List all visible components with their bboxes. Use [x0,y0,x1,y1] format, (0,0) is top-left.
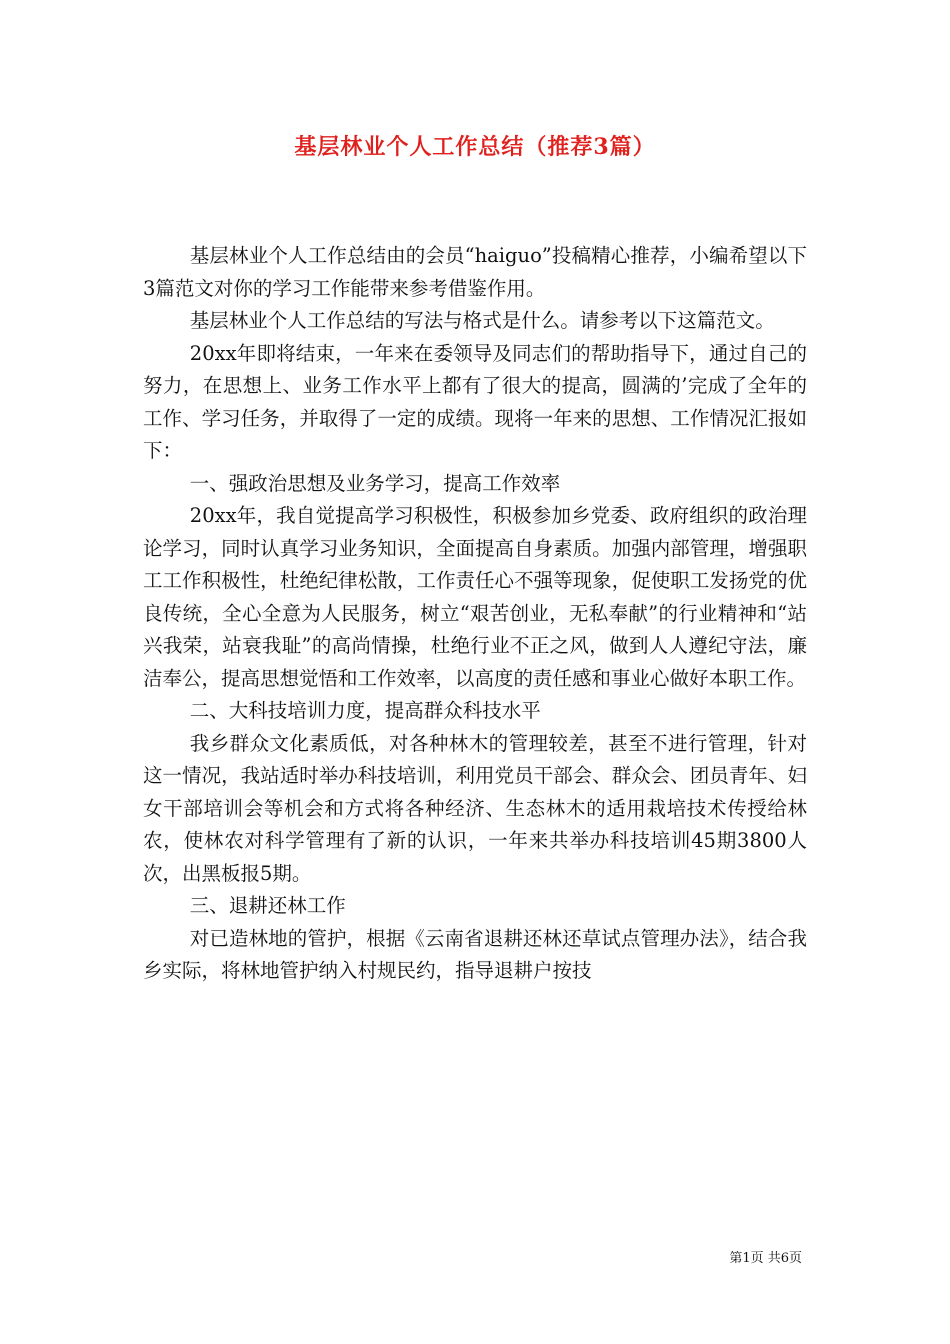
paragraph-section-3: 对已造林地的管护，根据《云南省退耕还林还草试点管理办法》，结合我乡实际，将林地管护纳入村规民约，指导退耕户按技 [143,926,807,982]
paragraph-section-2: 我乡群众文化素质低，对各种林木的管理较差，甚至不进行管理，针对这一情况，我站适时举办科技培训，利用党员干部会、群众会、团员青年、妇女干部培训会等机会和方式将各种经济、生态林木的适用栽培技术传授给林农，使林农对科学管理有了新的认识，一年来共举办科技培训45期3800人次，出黑板报5期。 [143,731,807,885]
section-heading-1: 一、强政治思想及业务学习，提高工作效率 [189,471,561,495]
section-heading-3: 三、退耕还林工作 [189,894,346,917]
page-number-footer: 第1页 共6页 [729,1251,802,1266]
document-title: 基层林业个人工作总结（推荐3篇） [294,134,656,160]
document-body [143,240,807,988]
paragraph-question: 基层林业个人工作总结的写法与格式是什么。请参考以下这篇范文。 [189,309,775,332]
paragraph-intro: 基层林业个人工作总结由的会员“haiguo”投稿精心推荐，小编希望以下3篇范文对你的学习工作能带来参考借鉴作用。 [143,244,807,300]
section-heading-2: 二、大科技培训力度，提高群众科技水平 [189,699,541,722]
paragraph-section-1: 20xx年，我自觉提高学习积极性，积极参加乡党委、政府组织的政治理论学习，同时认真学习业务知识，全面提高自身素质。加强内部管理，增强职工工作积极性，杜绝纪律松散，工作责任心不强等现象，促使职工发扬党的优良传统，全心全意为人民服务，树立“艰苦创业，无私奉献”的行业精神和“站兴我荣，站衰我耻”的高尚情操，杜绝行业不正之风，做到人人遵纪守法，廉洁奉公，提高思想觉悟和工作效率，以高度的责任感和事业心做好本职工作。 [143,504,807,690]
paragraph-opening: 20xx年即将结束，一年来在委领导及同志们的帮助指导下，通过自己的努力，在思想上、业务工作水平上都有了很大的提高，圆满的’完成了全年的工作、学习任务，并取得了一定的成绩。现将一年来的思想、工作情况汇报如下： [143,341,807,462]
